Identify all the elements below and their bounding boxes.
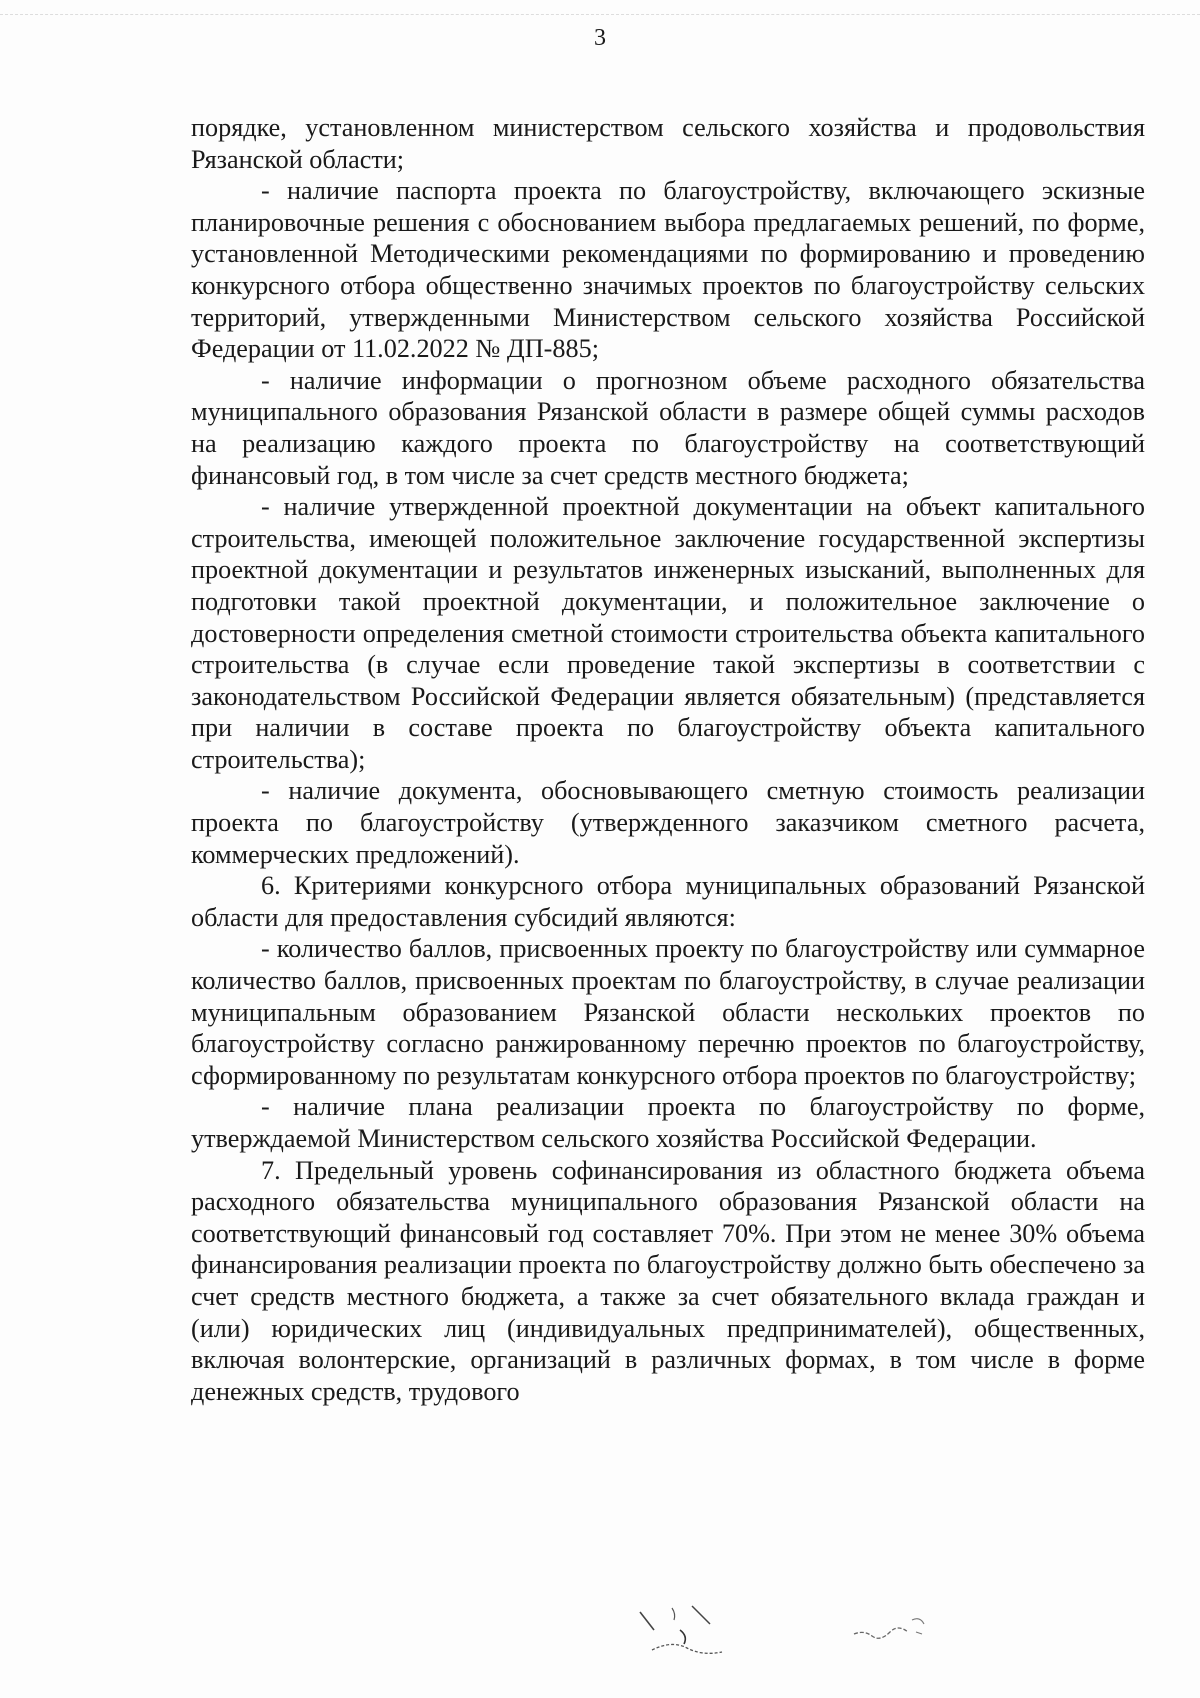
handwritten-mark-left: [632, 1600, 742, 1660]
scan-edge-artifact: [0, 14, 1200, 18]
paragraph-cost-document-item: - наличие документа, обосновывающего сметную стоимость реализации проекта по благоустройству (утвержденного заказчиком сметного расчета, коммерческих предложений).: [191, 776, 1145, 869]
paragraph-plan-criterion: - наличие плана реализации проекта по благоустройству по форме, утверждаемой Министерством сельского хозяйства Российской Федерации.: [191, 1092, 1145, 1153]
page-number: 3: [594, 25, 606, 51]
paragraph-continuation: порядке, установленном министерством сельского хозяйства и продовольствия Рязанской области;: [191, 113, 1145, 174]
signature-area: [0, 1560, 1200, 1680]
handwritten-mark-right: [850, 1610, 950, 1650]
paragraph-section-7: 7. Предельный уровень софинансирования из областного бюджета объема расходного обязательства муниципального образования Рязанской области на соответствующий финансовый год составляет 70%. При этом не менее 30% объема финансирования реализации проекта по благоустройству должно быть обеспечено за счет средств местного бюджета, а также за счет обязательного вклада граждан и (или) юридических лиц (индивидуальных предпринимателей), общественных, включая волонтерские, организаций в различных формах, в том числе в форме денежных средств, трудового: [191, 1155, 1145, 1406]
paragraph-project-documentation-item: - наличие утвержденной проектной документации на объект капитального строительства, имеющей положительное заключение государственной экспертизы проектной документации и результатов инженерных изысканий, выполненных для подготовки такой проектной документации, и положительное заключение о достоверности определения сметной стоимости строительства объекта капитального строительства (в случае если проведение такой экспертизы в соответствии с законодательством Российской Федерации является обязательным) (представляется при наличии в составе проекта по благоустройству объекта капитального строительства);: [191, 492, 1145, 774]
paragraph-passport-item: - наличие паспорта проекта по благоустройству, включающего эскизные планировочные решения с обоснованием выбора предлагаемых решений, по форме, установленной Методическими рекомендациями по формированию и проведению конкурсного отбора общественно значимых проектов по благоустройству сельских территорий, утвержденными Министерством сельского хозяйства Российской Федерации от 11.02.2022 № ДП-885;: [191, 176, 1145, 364]
paragraph-section-6: 6. Критериями конкурсного отбора муниципальных образований Рязанской области для предоставления субсидий являются:: [191, 871, 1145, 932]
paragraph-points-criterion: - количество баллов, присвоенных проекту по благоустройству или суммарное количество баллов, присвоенных проектам по благоустройству, в случае реализации муниципальным образованием Рязанской области нескольких проектов по благоустройству согласно ранжированному перечню проектов по благоустройству, сформированному по результатам конкурсного отбора проектов по благоустройству;: [191, 934, 1145, 1090]
paragraph-expenditure-item: - наличие информации о прогнозном объеме расходного обязательства муниципального образования Рязанской области в размере общей суммы расходов на реализацию каждого проекта по благоустройству на соответствующий финансовый год, в том числе за счет средств местного бюджета;: [191, 365, 1145, 490]
document-body: [191, 112, 1145, 1407]
